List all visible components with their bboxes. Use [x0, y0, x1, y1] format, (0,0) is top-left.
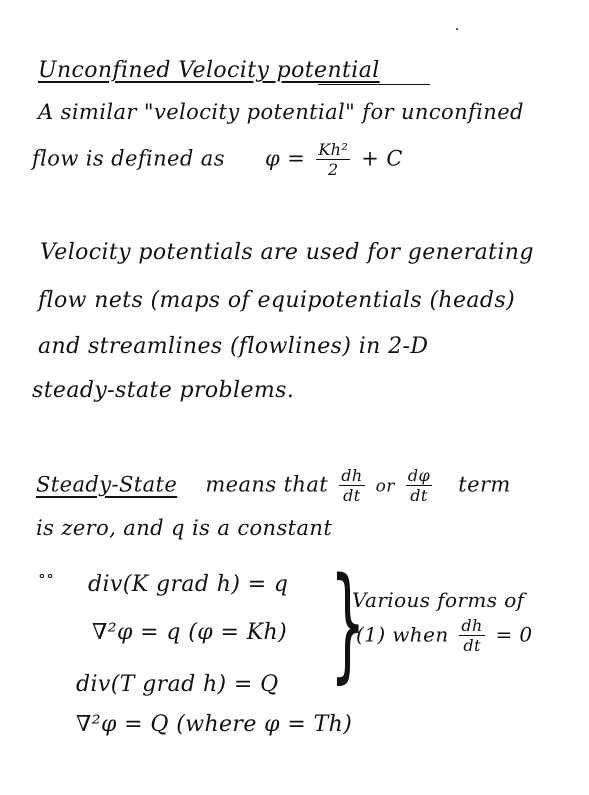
steady-text2: term	[458, 472, 511, 497]
dphi-numerator: dφ	[407, 466, 431, 485]
page-heading: Unconfined Velocity potential	[38, 58, 380, 83]
para1-line2	[32, 142, 403, 178]
therefore-symbol: ∘∘	[38, 566, 55, 585]
kh-squared-fraction	[316, 142, 350, 178]
heading-rule	[318, 84, 430, 85]
para2-line2: flow nets (maps of equipotentials (heads)	[38, 288, 516, 313]
equation-2: ∇²φ = q (φ = Kh)	[92, 620, 288, 645]
equation-1: div(K grad h) = q	[88, 572, 289, 597]
note-dh-dt-fraction	[459, 618, 484, 654]
note-line1: Various forms of	[352, 588, 525, 612]
steady-text1: means that	[205, 472, 329, 497]
note-line2-pre: (1) when	[356, 622, 449, 647]
steady-line1	[36, 468, 511, 504]
para2-line4: steady-state problems.	[32, 378, 295, 403]
note-line2-post: = 0	[495, 622, 533, 647]
para2-line3: and streamlines (flowlines) in 2-D	[38, 334, 429, 359]
para1-line2-text: flow is defined as	[32, 146, 225, 171]
note-dt-denominator: dt	[463, 636, 481, 655]
equation-4: ∇²φ = Q (where φ = Th)	[76, 712, 353, 737]
steady-state-term: Steady-State	[36, 472, 178, 497]
kh-numerator: Kh²	[318, 140, 349, 159]
note-dh-numerator: dh	[461, 616, 483, 635]
equation-3: div(T grad h) = Q	[76, 672, 279, 697]
steady-or: or	[375, 476, 395, 497]
dh-dt-fraction	[339, 468, 364, 504]
para1-line1: A similar "velocity potential" for unconfined	[38, 100, 524, 124]
dphi-dt-denominator: dt	[410, 486, 428, 505]
para2-line1: Velocity potentials are used for generating	[40, 240, 534, 265]
kh-denominator: 2	[327, 160, 339, 179]
steady-line2: is zero, and q is a constant	[36, 516, 333, 540]
dt-denominator: dt	[343, 486, 361, 505]
note-line2	[356, 618, 533, 654]
dphi-dt-fraction	[406, 468, 432, 504]
phi-lhs: φ =	[265, 146, 306, 171]
paper-speck	[456, 28, 458, 30]
right-brace: }	[330, 552, 366, 696]
dh-numerator: dh	[341, 466, 363, 485]
phi-tail: + C	[361, 146, 403, 171]
